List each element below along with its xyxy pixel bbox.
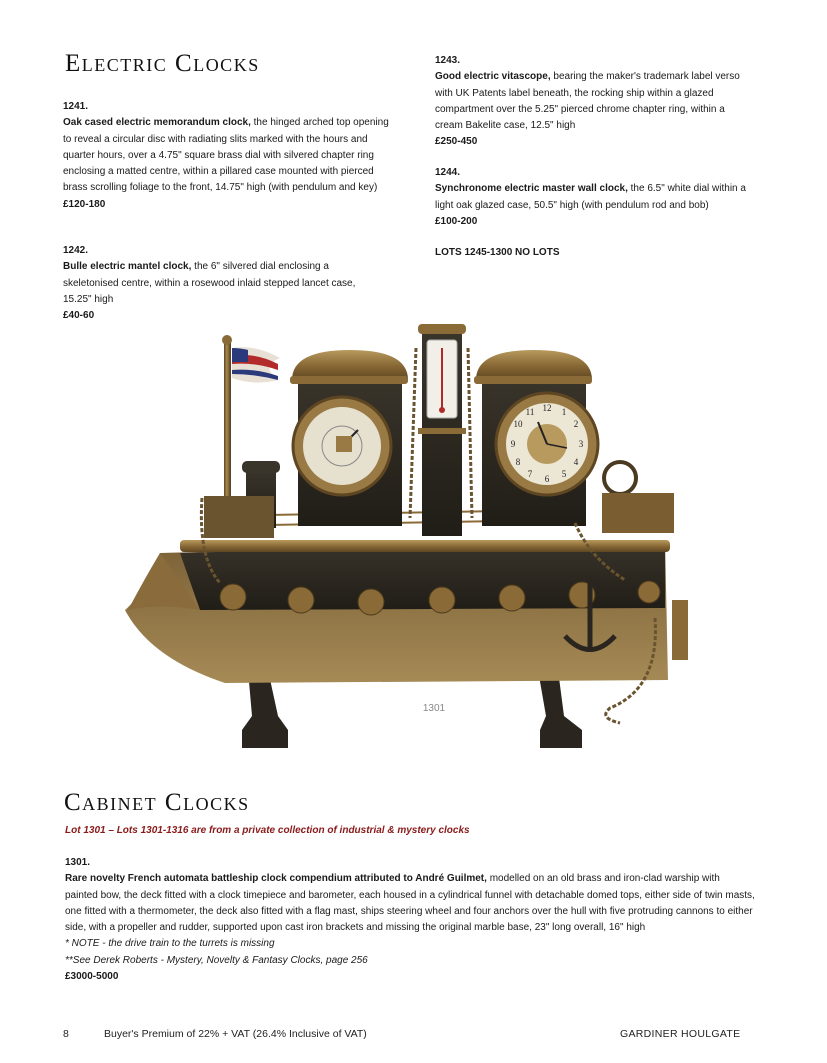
svg-text:5: 5: [561, 469, 567, 479]
barometer-turret: [290, 350, 408, 526]
svg-text:2: 2: [573, 419, 579, 429]
lot-title: Oak cased electric memorandum clock,: [63, 117, 251, 129]
svg-text:1: 1: [561, 407, 567, 417]
lot-number: 1244.: [435, 167, 461, 178]
lot-1241: [63, 99, 393, 213]
collection-note: Lot 1301 – Lots 1301-1316 are from a private collection of industrial & mystery clocks: [65, 825, 470, 836]
lot-number: 1241.: [63, 101, 89, 112]
lot-estimate: £3000-5000: [65, 971, 119, 983]
lot-title: Bulle electric mantel clock,: [63, 261, 192, 273]
lot-1301: [65, 855, 755, 985]
lot-1244: [435, 165, 755, 230]
lot-title: Good electric vitascope,: [435, 71, 551, 83]
svg-text:7: 7: [527, 469, 533, 479]
section-title-electric-clocks: Electric Clocks: [65, 50, 260, 77]
lot-1242: [63, 243, 383, 324]
lot-reference-note: **See Derek Roberts - Mystery, Novelty & Fantasy Clocks, page 256: [65, 954, 368, 966]
auctioneer-brand: GARDINER HOULGATE: [620, 1028, 741, 1040]
no-lots-notice: [435, 245, 755, 261]
buyers-premium-note: Buyer's Premium of 22% + VAT (26.4% Inclusive of VAT): [104, 1028, 367, 1040]
lot-description: the 6.5" white dial within a light oak glazed case, 50.5" high (with pendulum rod and bob): [435, 183, 746, 211]
svg-text:10: 10: [513, 419, 523, 429]
lot-description: bearing the maker's trademark label verso with UK Patents label beneath, the rocking ship within a glazed compartment over the 5.25" pierced chrome chapter ring, within a cream Bakelite case, 12.5" high: [435, 71, 740, 132]
small-chimney: [204, 461, 280, 538]
rudder: [672, 600, 688, 660]
thermometer-mast: [418, 324, 466, 536]
svg-text:9: 9: [510, 439, 516, 449]
lot-description: the 6" silvered dial enclosing a skeletonised centre, within a rosewood inlaid stepped lancet case, 15.25" high: [63, 261, 356, 305]
svg-text:3: 3: [578, 439, 584, 449]
lot-description-block: [65, 871, 755, 936]
lot-number: 1301.: [65, 857, 91, 868]
page-number: 8: [63, 1028, 69, 1040]
lot-description-block: [435, 69, 755, 134]
lot-title: Rare novelty French automata battleship clock compendium attributed to André Guilmet,: [65, 873, 487, 885]
clock-turret: [474, 350, 598, 526]
lot-1243: [435, 53, 755, 151]
lot-description: modelled on an old brass and iron-clad warship with painted bow, the deck fitted with a clock timepiece and barometer, each housed in a cylindrical funnel with detachable domed tops, either side of twin masts, one fitted with a thermometer, the deck also fitted with a flag mast, ships steering wheel and four anchors over the hull with five protruding cannons to either side, with a propeller and rudder, supported upon cast iron brackets and missing the original marble base, 23" long overall, 16" high: [65, 873, 755, 934]
lot-number: 1242.: [63, 245, 89, 256]
lot-estimate: £120-180: [63, 198, 106, 210]
battleship-clock-photo: [120, 318, 700, 758]
lot-estimate: £100-200: [435, 215, 478, 227]
lot-estimate: £40-60: [63, 310, 95, 322]
svg-text:12: 12: [542, 403, 552, 413]
lot-description-block: [63, 115, 393, 196]
lot-description: the hinged arched top opening to reveal a circular disc with radiating slits marked with the hours and quarter hours, over a 4.75" square brass dial with silvered chapter ring enclosing a matted centre, within a pillared case mounted with pierced brass scrolling foliage to the front, 14.75" high (with pendulum and key): [63, 117, 389, 194]
svg-text:8: 8: [515, 457, 521, 467]
no-lots-text: LOTS 1245-1300 NO LOTS: [435, 247, 560, 258]
svg-text:11: 11: [525, 407, 535, 417]
lot-estimate: £250-450: [435, 136, 478, 148]
svg-text:4: 4: [573, 457, 579, 467]
section-title-cabinet-clocks: Cabinet Clocks: [64, 789, 250, 816]
lot-number: 1243.: [435, 55, 461, 66]
steering-wheel: [602, 462, 674, 533]
lot-description-block: [63, 259, 383, 308]
lot-description-block: [435, 181, 755, 214]
lot-title: Synchronome electric master wall clock,: [435, 183, 628, 195]
image-caption: 1301: [422, 703, 446, 714]
lot-note: * NOTE - the drive train to the turrets is missing: [65, 938, 275, 950]
svg-text:6: 6: [544, 474, 550, 484]
